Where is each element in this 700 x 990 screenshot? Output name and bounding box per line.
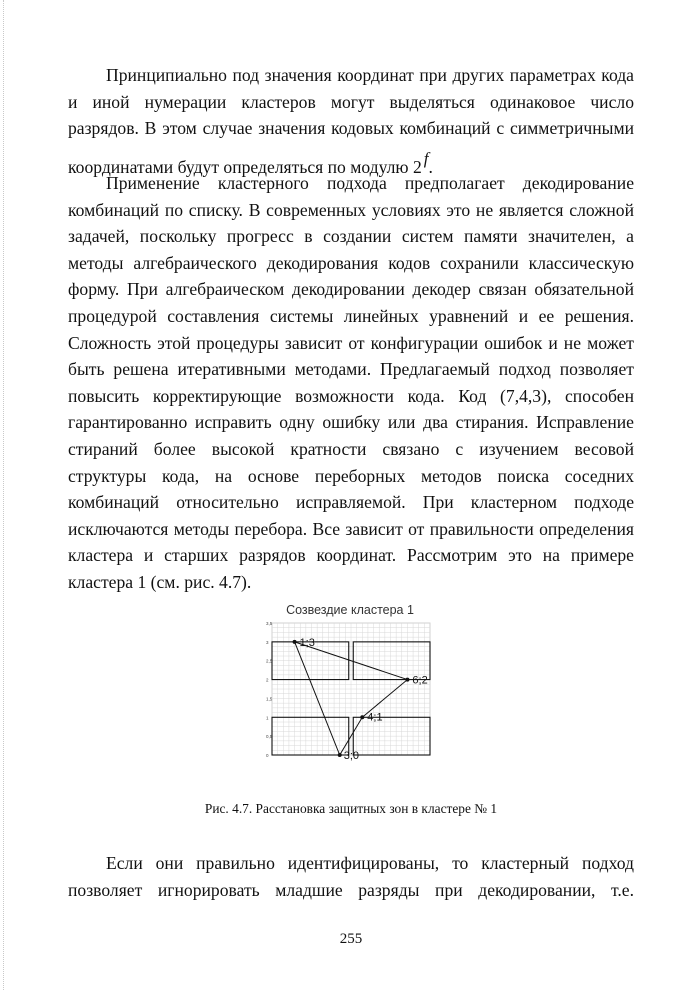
modulus-exponent: f — [423, 148, 429, 168]
paragraph-3 — [68, 850, 634, 903]
figure-caption: Рис. 4.7. Расстановка защитных зон в кластере № 1 — [204, 801, 498, 816]
paragraph-2-line: повысить корректирующие возможности кода. Код (7,4,3), способен — [68, 385, 634, 406]
data-point — [405, 678, 409, 682]
paragraph-3-line: позволяет игнорировать младшие разряды при декодировании, т.е. — [68, 879, 634, 900]
data-point — [338, 753, 342, 757]
paragraph-2-line: Применение кластерного подхода предполагает декодирование — [106, 173, 634, 193]
paragraph-1-line: Принципиально под значения координат при других параметрах кода — [106, 65, 634, 85]
paragraph-3-line: Если они правильно идентифицированы, то кластерный подход — [106, 853, 634, 873]
data-point — [293, 640, 297, 644]
y-tick-label: 3,5 — [266, 621, 273, 626]
paragraph-2-line: структуры кода, на основе переборных методов поиска соседних — [68, 465, 634, 486]
paragraph-1 — [68, 62, 634, 180]
point-label: 4;1 — [367, 711, 383, 724]
paragraph-2-line: кластера 1 (см. рис. 4.7). — [68, 571, 252, 592]
constellation-chart — [266, 621, 434, 761]
paragraph-2-line: комбинаций относительно исправляемой. При кластерном подходе — [68, 492, 634, 513]
paragraph-2 — [68, 170, 634, 596]
y-tick-label: 1,5 — [266, 696, 273, 702]
paragraph-1-line: координатами будут определяться по модулю — [68, 156, 413, 177]
paragraph-2-line: исключаются методы перебора. Все зависит от правильности определения — [68, 518, 634, 539]
paragraph-2-line: стираний более высокой кратности связано с изучением весовой — [68, 438, 634, 459]
modulus-tail: . — [428, 156, 433, 177]
y-tick-label: 3 — [266, 639, 269, 645]
y-tick-label: 2 — [266, 677, 269, 683]
paragraph-2-line: процедурой составления системы линейных уравнений и ее решения. — [68, 305, 634, 326]
chart-title: Созвездие кластера 1 — [286, 603, 414, 617]
paragraph-2-line: задачей, поскольку прогресс в создании систем памяти значителен, а — [68, 226, 634, 247]
y-tick-label: 0 — [266, 753, 269, 758]
modulus-base: 2 — [412, 156, 422, 177]
y-tick-label: 1 — [266, 715, 269, 721]
figure-cluster-constellation — [266, 603, 434, 763]
data-point — [360, 715, 364, 719]
page-number: 255 — [339, 931, 363, 947]
paragraph-1-line: разрядов. В этом случае значения кодовых комбинаций с симметричными — [68, 118, 634, 139]
y-tick-label: 0,5 — [266, 734, 273, 740]
paragraph-2-line: методы алгебраического декодирования кодов сохранили классическую — [68, 252, 634, 273]
y-tick-label: 2,5 — [266, 658, 273, 664]
paragraph-2-line: комбинаций по списку. В современных условиях это не является сложной — [68, 199, 634, 220]
point-label: 6;2 — [412, 674, 428, 687]
paragraph-2-line: быть решена итеративными методами. Предлагаемый подход позволяет — [68, 359, 634, 380]
point-label: 3;0 — [343, 750, 360, 761]
paragraph-2-line: гарантированно исправить одну ошибку или два стирания. Исправление — [68, 412, 634, 433]
paragraph-2-line: кластера и старших разрядов координат. Рассмотрим это на примере — [68, 545, 634, 566]
point-label: 1;3 — [299, 636, 315, 649]
paragraph-2-line: форму. При алгебраическом декодировании декодер связан обязательной — [68, 279, 634, 300]
paragraph-1-line: и иной нумерации кластеров могут выделяться одинаковое число — [68, 91, 634, 112]
paragraph-2-line: Сложность этой процедуры зависит от конфигурации ошибок и не может — [68, 332, 634, 353]
page-edge-marker — [3, 0, 4, 990]
